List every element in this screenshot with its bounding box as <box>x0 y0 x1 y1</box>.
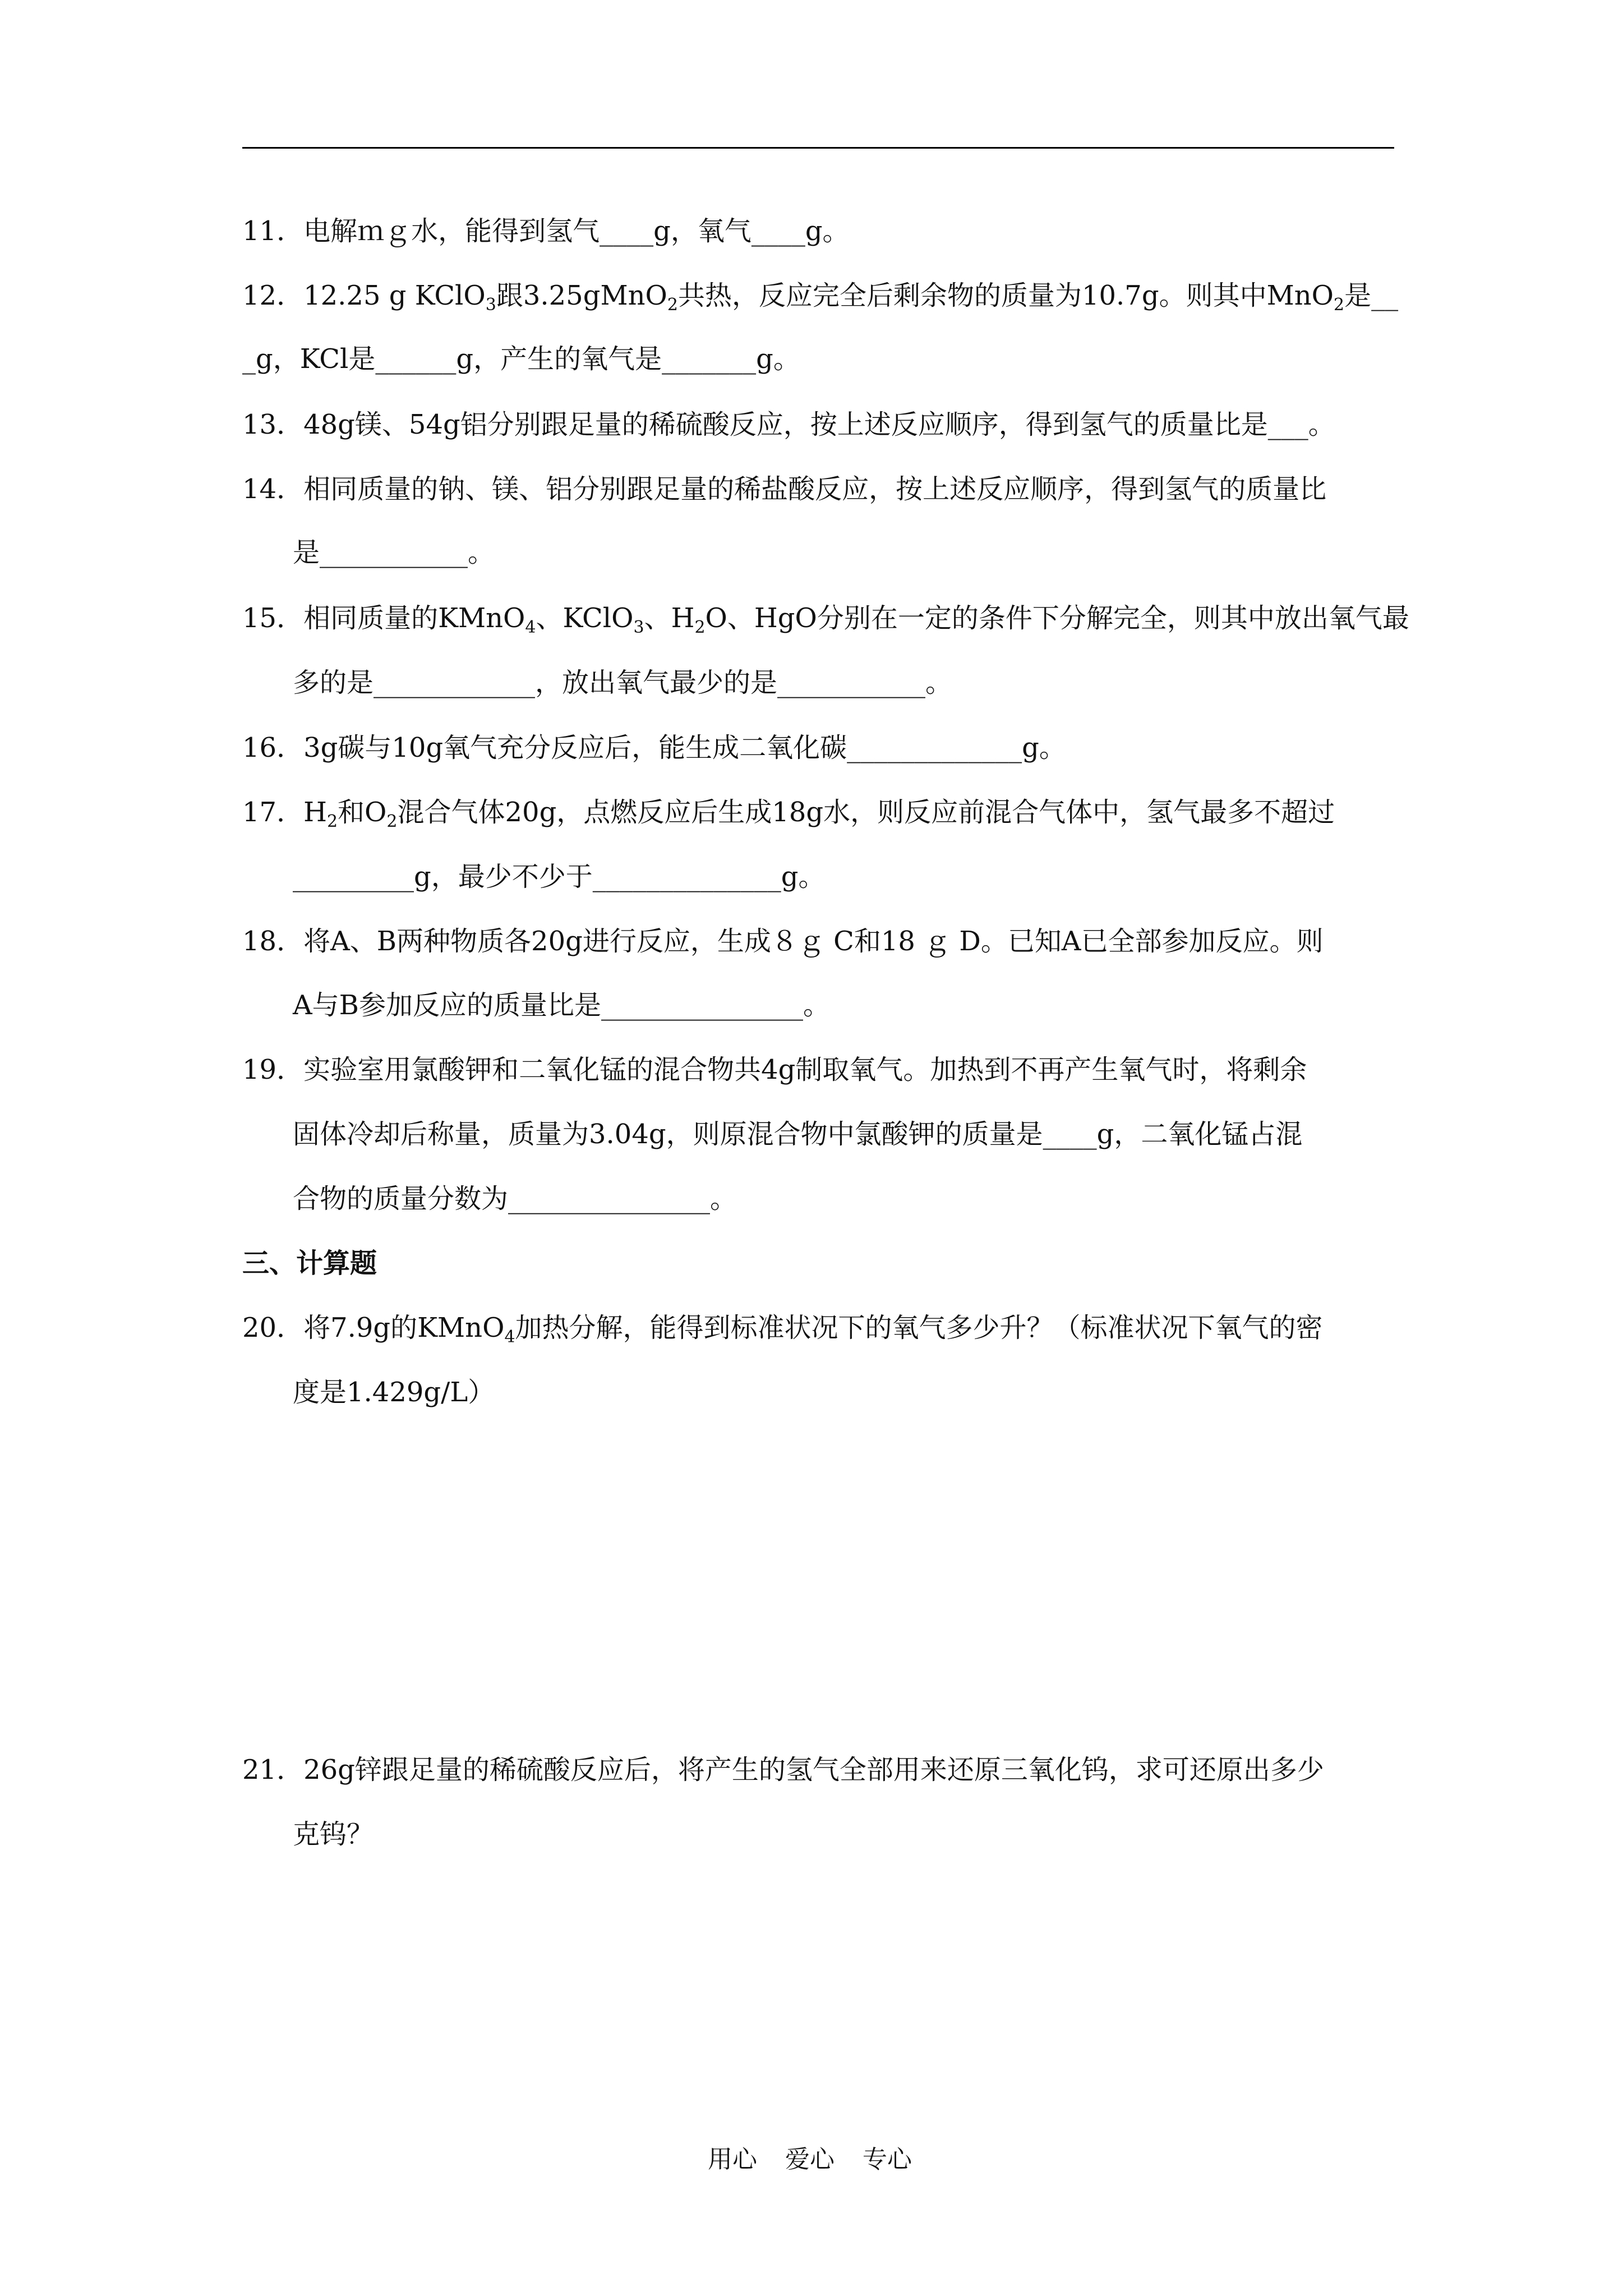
subscript: 2 <box>667 295 678 315</box>
question-text: A与B参加反应的质量比是_______________。 <box>293 990 830 1021</box>
question-text: 将7.9g的KMnO <box>303 1312 505 1343</box>
question-text: 将A、B两种物质各20g进行反应，生成８ｇ C和18 ｇ D。已知A已全部参加反应。则 <box>303 926 1324 957</box>
question-text: 度是1.429g/L） <box>293 1377 495 1408</box>
question-number: 14． <box>242 473 304 505</box>
question-text: 12.25 g KClO <box>303 280 486 311</box>
question-12 <box>242 279 1399 315</box>
question-text: H <box>303 797 327 828</box>
question-19 <box>242 1053 1398 1087</box>
question-number: 11． <box>242 215 304 247</box>
question-21-line-2 <box>293 1818 1448 1851</box>
page-footer: 用心 爱心 专心 <box>708 2145 912 2174</box>
question-text: 克钨？ <box>293 1819 374 1850</box>
question-text: 合物的质量分数为_______________。 <box>293 1183 737 1214</box>
subscript: 2 <box>326 812 338 831</box>
question-number: 13． <box>242 409 304 440</box>
question-number: 21． <box>242 1754 304 1786</box>
header-rule <box>242 147 1394 149</box>
question-14 <box>242 472 1398 506</box>
question-text: 、KClO <box>536 602 634 634</box>
question-text: 、H <box>644 602 695 634</box>
question-17 <box>242 795 1398 829</box>
section-title: 三、计算题 <box>242 1248 377 1279</box>
question-12-line-2 <box>242 342 1398 376</box>
subscript: 2 <box>386 812 398 831</box>
question-text: 是__ <box>1344 280 1399 311</box>
question-text: O、HgO分别在一定的条件下分解完全，则其中放出氧气最 <box>705 602 1409 634</box>
question-text: 实验室用氯酸钾和二氧化锰的混合物共4g制取氧气。加热到不再产生氧气时，将剩余 <box>303 1054 1307 1085</box>
subscript: 2 <box>1334 295 1345 315</box>
question-13 <box>242 408 1398 441</box>
question-number: 12． <box>242 280 304 311</box>
question-text: 固体冷却后称量，质量为3.04g，则原混合物中氯酸钾的质量是____g，二氧化锰占混 <box>293 1119 1303 1150</box>
question-18-line-2 <box>293 988 1448 1022</box>
subscript: 4 <box>525 618 536 637</box>
question-18 <box>242 924 1398 958</box>
question-11 <box>242 214 1398 248</box>
question-15-line-2 <box>293 666 1448 700</box>
subscript: 3 <box>485 295 496 315</box>
question-text: 3g碳与10g氧气充分反应后，能生成二氧化碳_____________g。 <box>303 732 1066 763</box>
question-text: 混合气体20g，点燃反应后生成18g水，则反应前混合气体中，氢气最多不超过 <box>397 797 1335 828</box>
question-text: 是___________。 <box>293 537 495 568</box>
question-number: 18． <box>242 926 304 957</box>
question-text: 相同质量的KMnO <box>303 602 525 634</box>
question-text: 多的是____________，放出氧气最少的是___________。 <box>293 667 953 698</box>
question-text: _g，KCl是______g，产生的氧气是_______g。 <box>242 343 800 375</box>
question-20-line-2 <box>293 1375 1448 1409</box>
question-text: 电解ｍｇ水，能得到氢气____g，氧气____g。 <box>303 215 850 247</box>
question-text: 48g镁、54g铝分别跟足量的稀硫酸反应，按上述反应顺序，得到氢气的质量比是___。 <box>303 409 1335 440</box>
question-text: 26g锌跟足量的稀硫酸反应后，将产生的氢气全部用来还原三氧化钨，求可还原出多少 <box>303 1754 1324 1786</box>
question-number: 20． <box>242 1312 304 1343</box>
question-21 <box>242 1753 1398 1787</box>
question-17-line-2 <box>293 860 1448 894</box>
question-number: 17． <box>242 797 304 828</box>
question-text: 相同质量的钠、镁、铝分别跟足量的稀盐酸反应，按上述反应顺序，得到氢气的质量比 <box>303 473 1327 505</box>
question-number: 19． <box>242 1054 304 1085</box>
subscript: 3 <box>633 618 644 637</box>
subscript: 2 <box>694 618 706 637</box>
question-text: _________g，最少不少于______________g。 <box>293 861 826 892</box>
question-text: 跟3.25gMnO <box>496 280 667 311</box>
question-number: 15． <box>242 602 304 634</box>
subscript: 4 <box>504 1327 515 1347</box>
question-15 <box>242 601 1409 637</box>
question-text: 共热，反应完全后剩余物的质量为10.7g。则其中MnO <box>677 280 1334 311</box>
question-20 <box>242 1311 1398 1345</box>
question-19-line-2 <box>293 1117 1448 1151</box>
question-16 <box>242 731 1398 765</box>
question-text: 和O <box>338 797 387 828</box>
question-number: 16． <box>242 732 304 763</box>
question-text: 加热分解，能得到标准状况下的氧气多少升？（标准状况下氧气的密 <box>515 1312 1323 1343</box>
question-14-line-2 <box>293 536 1448 569</box>
question-19-line-3 <box>293 1182 1448 1216</box>
